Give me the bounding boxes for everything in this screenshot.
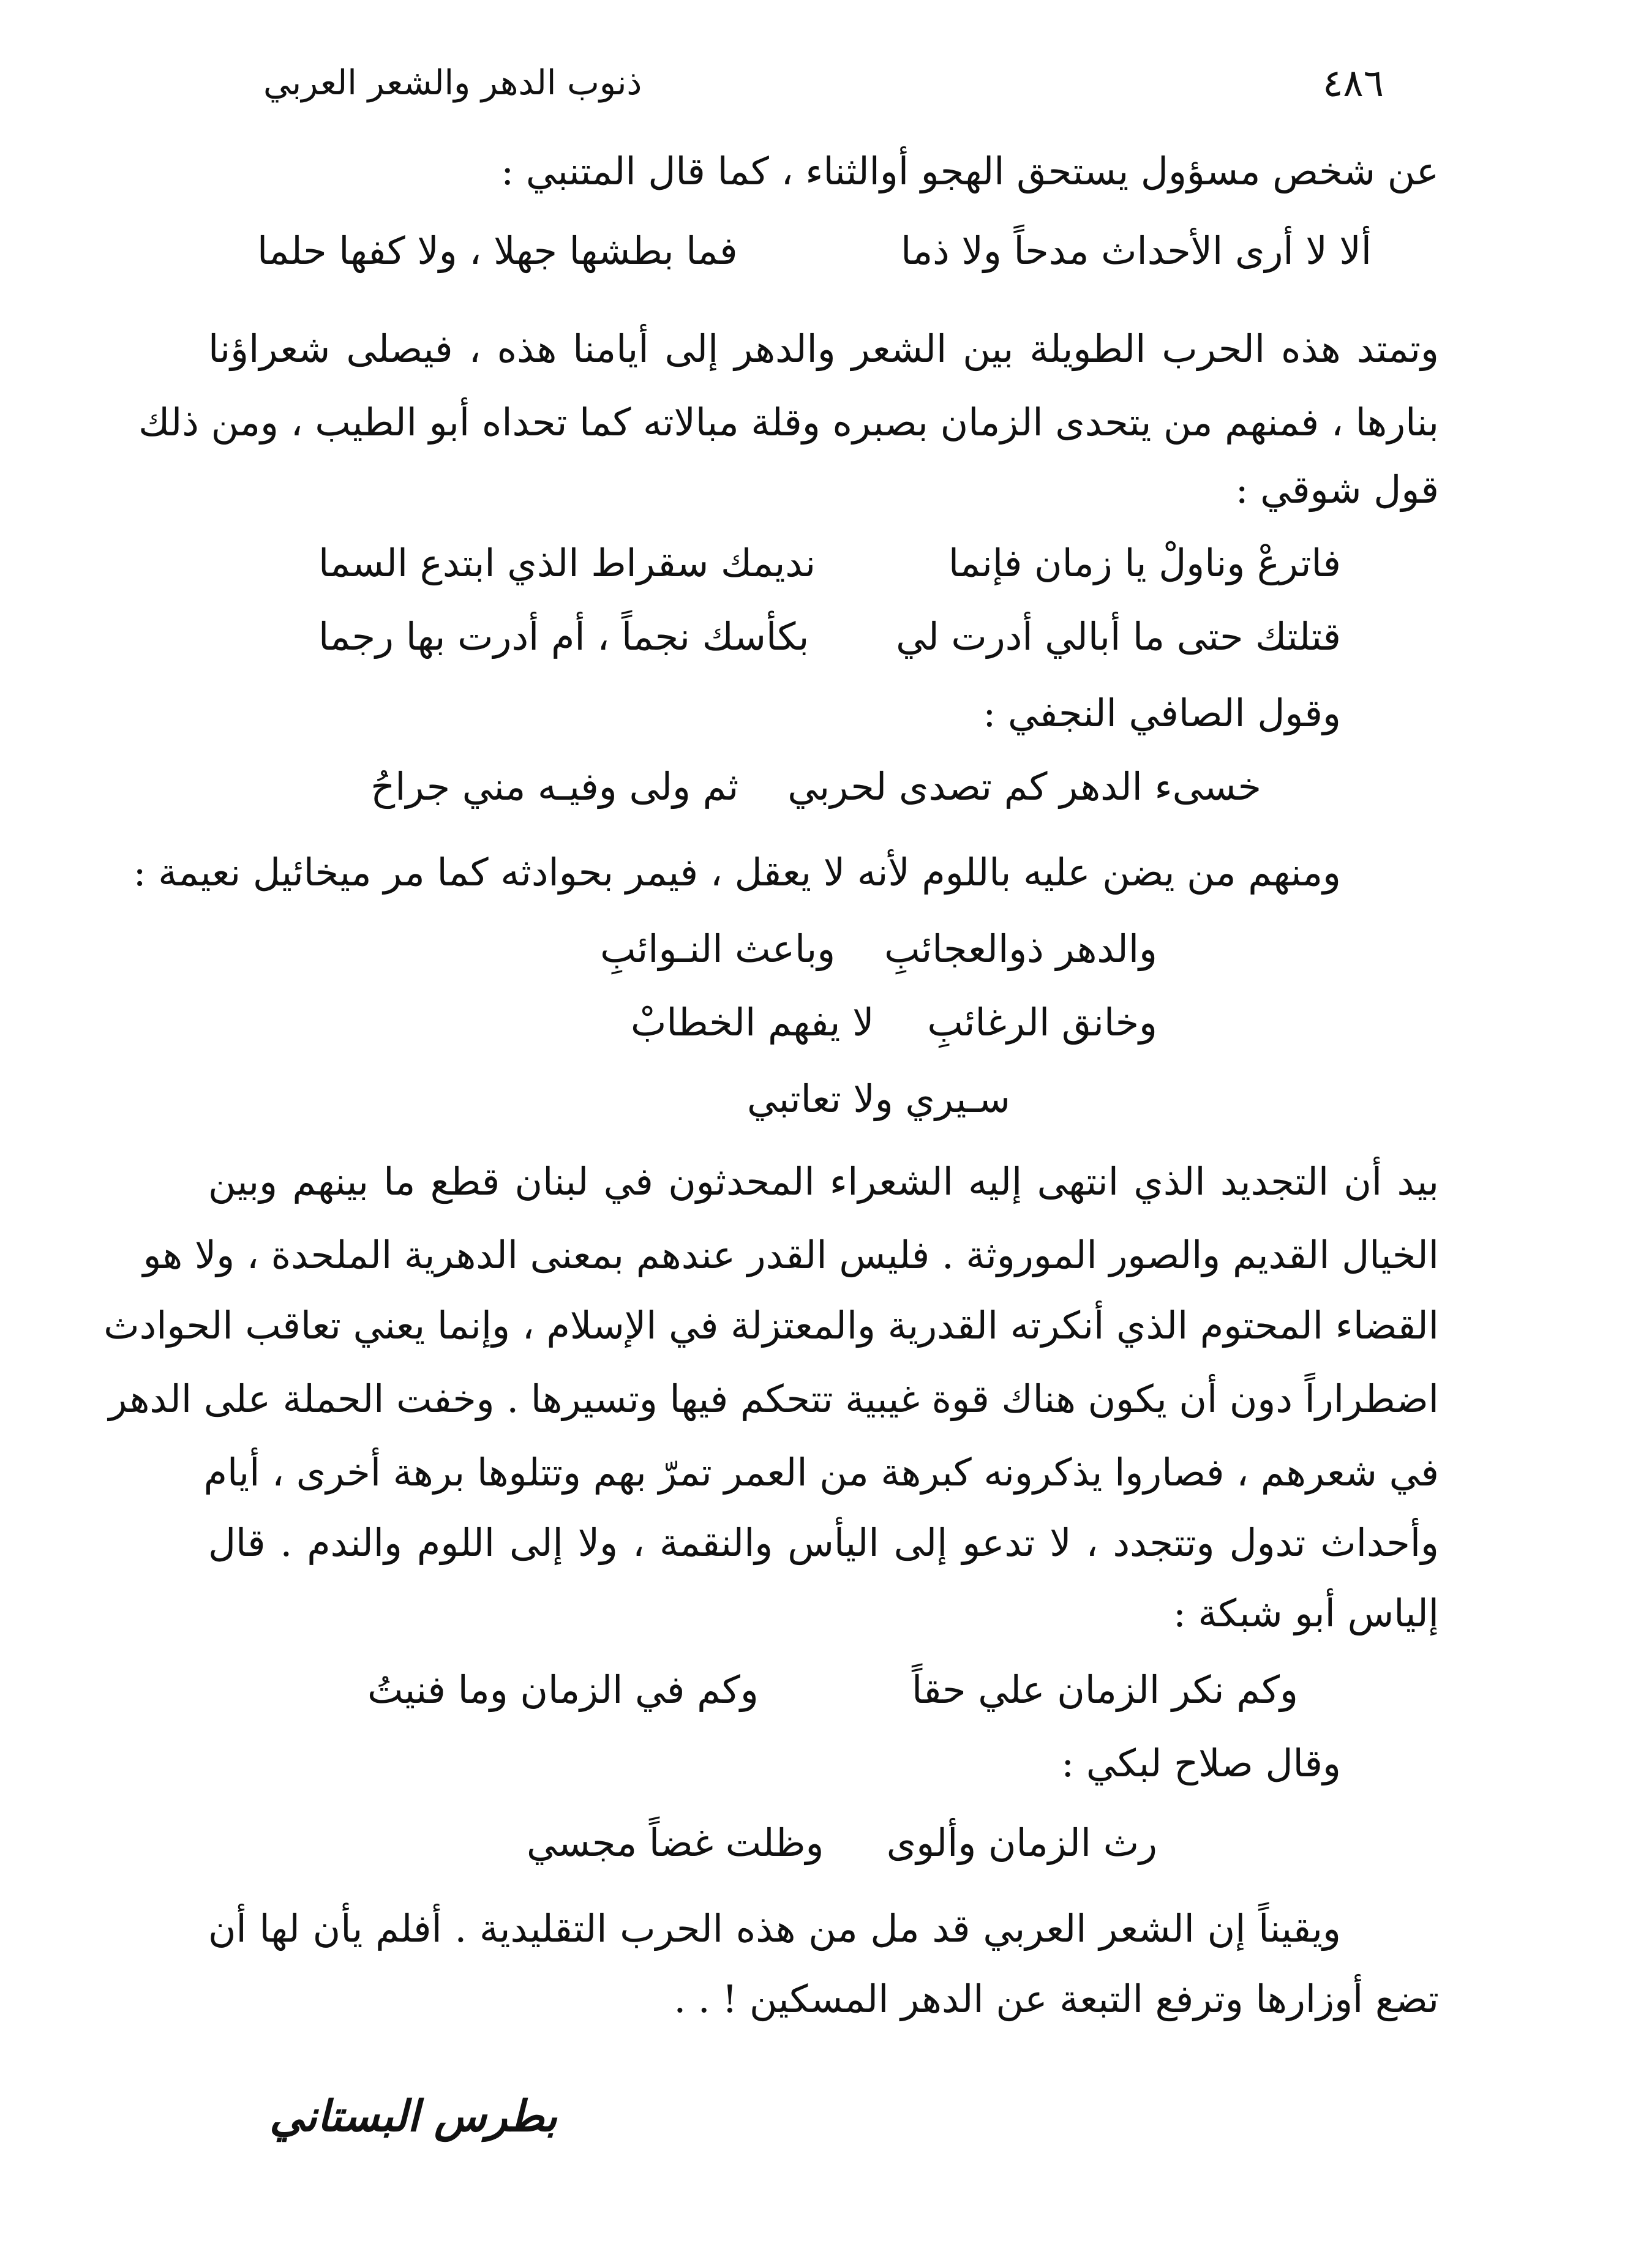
- verse-line: سـيري ولا تعاتبي: [747, 1076, 1010, 1121]
- verse-hemistich: فاترعْ وناولْ يا زمان فإنما: [948, 541, 1341, 585]
- prose-line: بنارها ، فمنهم من يتحدى الزمان بصبره وقلة مبالاته كما تحداه أبو الطيب ، ومن ذلك: [138, 400, 1439, 445]
- prose-line: بيد أن التجديد الذي انتهى إليه الشعراء المحدثون في لبنان قطع ما بينهم وبين: [208, 1159, 1439, 1204]
- verse-hemistich: خسىء الدهر كم تصدى لحربي: [787, 764, 1261, 809]
- prose-line: إلياس أبو شبكة :: [1173, 1591, 1439, 1635]
- verse-hemistich: ألا لا أرى الأحداث مدحاً ولا ذما: [901, 228, 1372, 273]
- verse-hemistich: وباعث النـوائبِ: [600, 926, 836, 971]
- verse-line: [318, 606, 1341, 667]
- prose-line: ويقيناً إن الشعر العربي قد مل من هذه الحرب التقليدية . أفلم يأن لها أن: [208, 1906, 1341, 1951]
- page-number: ٤٨٦: [1323, 60, 1384, 105]
- prose-line: وقول الصافي النجفي :: [983, 691, 1341, 735]
- page-header: [263, 49, 1384, 116]
- verse-hemistich: رث الزمان وألوى: [886, 1820, 1157, 1865]
- prose-line: وتمتد هذه الحرب الطويلة بين الشعر والدهر إلى أيامنا هذه ، فيصلى شعراؤنا: [208, 326, 1439, 371]
- verse-hemistich: لا يفهم الخطابْ: [631, 1000, 874, 1045]
- prose-line: تضع أوزارها وترفع التبعة عن الدهر المسكين ! . .: [674, 1977, 1439, 2021]
- verse-line: [527, 1812, 1157, 1874]
- verse-hemistich: نديمك سقراط الذي ابتدع السما: [318, 541, 816, 585]
- verse-hemistich: قتلتك حتى ما أبالي أدرت لي: [896, 614, 1341, 659]
- prose-line: وقال صلاح لبكي :: [1061, 1741, 1341, 1785]
- verse-hemistich: وخانق الرغائبِ: [927, 1000, 1157, 1045]
- verse-hemistich: وكم في الزمان وما فنيتُ: [367, 1667, 759, 1712]
- verse-line: [318, 533, 1341, 594]
- verse-line: [367, 1659, 1298, 1721]
- prose-line: عن شخص مسؤول يستحق الهجو أوالثناء ، كما قال المتنبي :: [501, 149, 1439, 193]
- verse-line: [370, 756, 1261, 817]
- prose-line: وأحداث تدول وتتجدد ، لا تدعو إلى اليأس والنقمة ، ولا إلى اللوم والندم . قال: [208, 1520, 1439, 1565]
- prose-line: قول شوقي :: [1235, 467, 1439, 512]
- verse-hemistich: وظلت غضاً مجسي: [527, 1820, 824, 1865]
- prose-line: القضاء المحتوم الذي أنكرته القدرية والمعتزلة في الإسلام ، وإنما يعني تعاقب الحوادث: [103, 1303, 1439, 1348]
- verse-hemistich: وكم نكر الزمان علي حقاً: [912, 1667, 1298, 1712]
- prose-line: اضطراراً دون أن يكون هناك قوة غيبية تتحكم فيها وتسيرها . وخفت الحملة على الدهر: [108, 1376, 1439, 1421]
- verse-line: [600, 918, 1157, 980]
- prose-line: الخيال القديم والصور الموروثة . فليس القدر عندهم بمعنى الدهرية الملحدة ، ولا هو: [143, 1233, 1439, 1277]
- verse-hemistich: والدهر ذوالعجائبِ: [884, 926, 1157, 971]
- verse-line: [631, 992, 1157, 1053]
- verse-hemistich: فما بطشها جهلا ، ولا كفها حلما: [257, 228, 738, 273]
- running-title: ذنوب الدهر والشعر العربي: [263, 62, 642, 103]
- verse-hemistich: بكأسك نجماً ، أم أدرت بها رجما: [318, 614, 809, 659]
- prose-line: في شعرهم ، فصاروا يذكرونه كبرهة من العمر تمرّ بهم وتتلوها برهة أخرى ، أيام: [203, 1450, 1439, 1495]
- verse-hemistich: ثم ولى وفيـه مني جراحُ: [370, 764, 739, 809]
- prose-line: ومنهم من يضن عليه باللوم لأنه لا يعقل ، فيمر بحوادثه كما مر ميخائيل نعيمة :: [133, 850, 1341, 895]
- author-signature: بطرس البستاني: [269, 2091, 557, 2141]
- verse-line: [257, 220, 1372, 282]
